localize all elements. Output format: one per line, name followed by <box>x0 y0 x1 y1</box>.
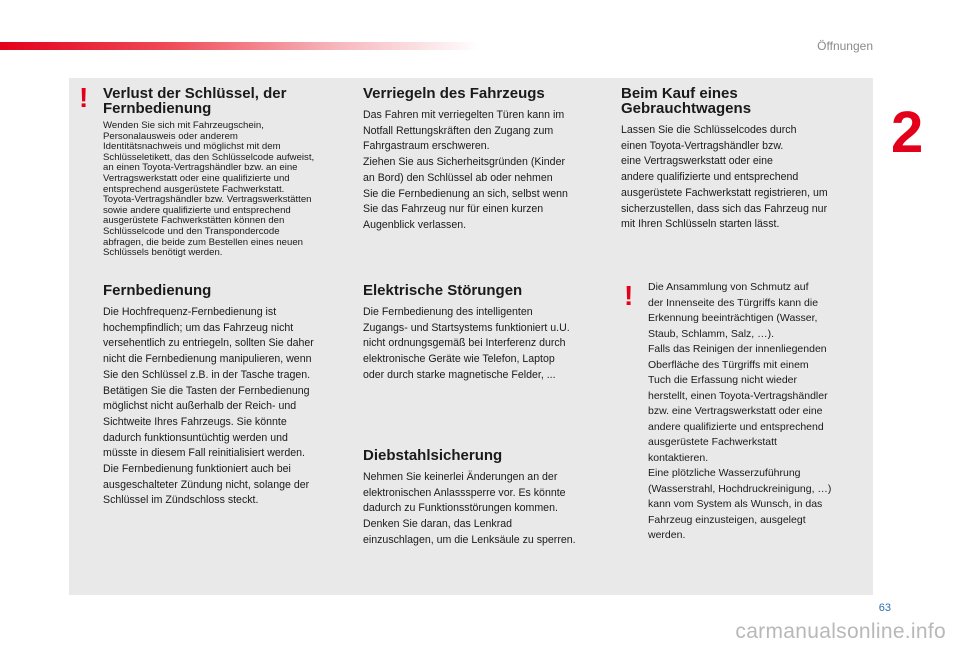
dirt-warning-line: bzw. eine Vertragswerkstatt oder eine <box>648 405 823 417</box>
dirt-warning-section <box>648 280 868 544</box>
dirt-warning-line: ausgerüstete Fachwerkstatt <box>648 436 777 448</box>
remote-line: Sie den Schlüssel z.B. in der Tasche tragen. <box>103 368 311 381</box>
used-car-line: ausgerüstete Fachwerkstatt registrieren, um <box>621 186 828 199</box>
used-car-line: eine Vertragswerkstatt oder eine <box>621 155 773 168</box>
remote-title: Fernbedienung <box>103 282 212 299</box>
electrical-line: oder durch starke magnetische Felder, ... <box>363 368 556 381</box>
used-car-section <box>621 86 866 233</box>
lost-key-title-line2: Fernbedienung <box>103 100 212 117</box>
electrical-title: Elektrische Störungen <box>363 282 523 299</box>
dirt-warning-line: Staub, Schlamm, Salz, …). <box>648 327 775 340</box>
locking-line: Fahrgastraum erschweren. <box>363 140 490 153</box>
remote-line: Betätigen Sie die Tasten der Fernbedienung <box>103 384 310 397</box>
theft-line: dadurch zu Funktionsstörungen kommen. <box>363 502 558 515</box>
lost-key-line: abfragen, die beide zum Bestellen eines neuen <box>103 236 304 248</box>
dirt-warning-line: andere qualifizierte und entsprechend <box>648 420 824 433</box>
remote-line: versehentlich zu entriegeln, sollten Sie daher <box>103 337 314 350</box>
locking-line: Augenblick verlassen. <box>363 218 467 231</box>
dirt-warning-line: der Innenseite des Türgriffs kann die <box>648 296 819 309</box>
dirt-warning-line: Erkennung beeinträchtigen (Wasser, <box>648 312 818 324</box>
theft-title: Diebstahlsicherung <box>363 447 503 464</box>
locking-section <box>363 86 613 234</box>
lost-key-line: Vertragswerkstatt oder eine qualifizierte und <box>103 172 290 184</box>
header-accent-bar <box>0 42 480 50</box>
dirt-warning-line: Die Ansammlung von Schmutz auf <box>648 281 809 293</box>
theft-line: Denken Sie daran, das Lenkrad <box>363 518 513 531</box>
electrical-section <box>363 283 613 384</box>
locking-line: an Bord) den Schlüssel ab oder nehmen <box>363 171 553 184</box>
remote-line: möglichst nicht außerhalb der Reich- und <box>103 400 297 413</box>
locking-line: Sie das Fahrzeug nur für einen kurzen <box>363 203 544 216</box>
remote-line: Die Hochfrequenz-Fernbedienung ist <box>103 306 277 318</box>
dirt-warning-line: Tuch die Erfassung nicht wieder <box>648 374 798 386</box>
remote-line: müsste in diesem Fall reinitialisiert werden. <box>103 447 305 460</box>
page-number: 63 <box>878 602 891 614</box>
electrical-line: elektronische Geräte wie Telefon, Laptop <box>363 353 555 366</box>
remote-section <box>103 283 353 509</box>
used-car-line: sicherzustellen, dass sich das Fahrzeug nur <box>621 202 828 215</box>
section-title: Öffnungen <box>817 39 873 53</box>
electrical-line: Zugangs- und Startsystems funktioniert u.U. <box>363 321 570 334</box>
electrical-line: nicht ordnungsgemäß bei Interferenz durch <box>363 337 566 350</box>
theft-line: elektronischen Anlasssperre vor. Es könnte <box>363 486 566 499</box>
chapter-number: 2 <box>891 100 924 165</box>
dirt-warning-line: Oberfläche des Türgriffs mit einem <box>648 358 809 371</box>
used-car-line: Lassen Sie die Schlüsselcodes durch <box>621 124 797 136</box>
lost-key-line: Wenden Sie sich mit Fahrzeugschein, <box>103 120 264 131</box>
theft-section <box>363 448 613 549</box>
dirt-warning-line: Eine plötzliche Wasserzuführung <box>648 467 801 479</box>
lost-key-line: entsprechend ausgerüstete Fachwerkstatt. <box>103 183 285 195</box>
remote-line: Schlüssel im Zündschloss steckt. <box>103 494 259 507</box>
theft-line: Nehmen Sie keinerlei Änderungen an der <box>363 471 558 483</box>
dirt-warning-line: (Wasserstrahl, Hochdruckreinigung, …) <box>648 482 832 495</box>
used-car-title-line2: Gebrauchtwagens <box>621 100 752 117</box>
remote-line: Die Fernbedienung funktioniert auch bei <box>103 463 291 476</box>
used-car-line: andere qualifizierte und entsprechend <box>621 171 799 184</box>
lost-key-line: sowie andere qualifizierte und entsprechend <box>103 204 291 216</box>
remote-line: nicht die Fernbedienung manipulieren, wenn <box>103 353 312 366</box>
locking-title: Verriegeln des Fahrzeugs <box>363 85 545 102</box>
lost-key-line: Personalausweis oder anderem <box>103 130 238 142</box>
lost-key-line: Toyota-Vertragshändler bzw. Vertragswerkstätten <box>103 194 312 206</box>
dirt-warning-line: kann vom System als Wunsch, in das <box>648 498 823 510</box>
warning-icon: ! <box>624 280 634 311</box>
lost-key-line: Schlüsselcode und den Transpondercode <box>103 225 280 237</box>
remote-line: Sichtweite Ihres Fahrzeugs. Sie könnte <box>103 415 287 428</box>
lost-key-line: Identitätsnachweis und möglichst mit dem <box>103 141 281 153</box>
used-car-line: mit Ihren Schlüsseln starten lässt. <box>621 218 780 231</box>
remote-line: hochempfindlich; um das Fahrzeug nicht <box>103 321 294 334</box>
lost-key-line: an einen Toyota-Vertragshändler bzw. an eine <box>103 162 298 174</box>
remote-line: ausgeschalteter Zündung nicht, solange der <box>103 478 310 491</box>
lost-key-title-line1: Verlust der Schlüssel, der <box>103 85 287 102</box>
locking-line: Sie die Fernbedienung an sich, selbst wenn <box>363 187 568 200</box>
dirt-warning-line: herstellt, einen Toyota-Vertragshändler <box>648 389 828 402</box>
locking-line: Das Fahren mit verriegelten Türen kann im <box>363 109 565 121</box>
lost-key-section <box>103 86 353 259</box>
dirt-warning-line: werden. <box>648 529 686 541</box>
lost-key-line: Schlüssels benötigt werden. <box>103 247 223 259</box>
used-car-line: einen Toyota-Vertragshändler bzw. <box>621 139 784 152</box>
dirt-warning-line: Falls das Reinigen der innenliegenden <box>648 343 827 355</box>
lost-key-line: Schlüsseletikett, das den Schlüsselcode aufweist, <box>103 151 315 163</box>
lost-key-line: ausgerüstete Fachwerkstätten können den <box>103 215 285 227</box>
used-car-title-line1: Beim Kauf eines <box>621 85 738 102</box>
watermark: carmanualsonline.info <box>735 620 946 643</box>
electrical-line: Die Fernbedienung des intelligenten <box>363 306 533 318</box>
theft-line: einzuschlagen, um die Lenksäule zu sperren. <box>363 533 576 546</box>
locking-line: Notfall Rettungskräften den Zugang zum <box>363 124 554 137</box>
locking-line: Ziehen Sie aus Sicherheitsgründen (Kinder <box>363 156 565 169</box>
warning-icon: ! <box>79 82 89 113</box>
remote-line: dadurch funktionsuntüchtig werden und <box>103 431 288 444</box>
dirt-warning-line: Fahrzeug einzusteigen, ausgelegt <box>648 513 806 526</box>
dirt-warning-line: kontaktieren. <box>648 451 709 464</box>
